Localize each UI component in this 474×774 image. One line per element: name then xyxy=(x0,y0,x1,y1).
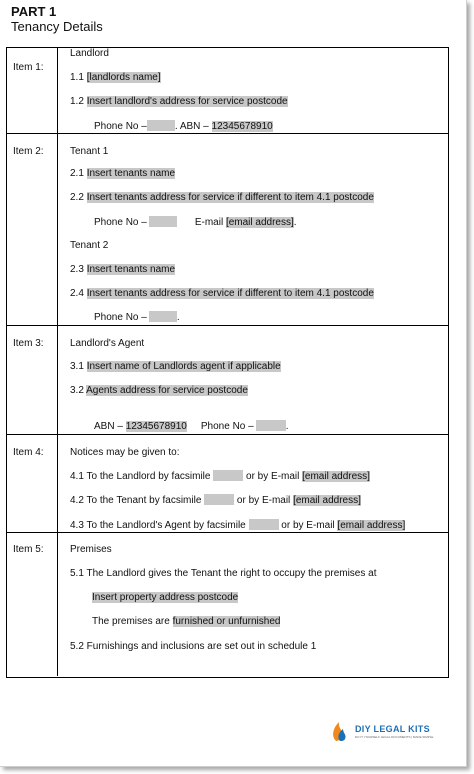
item-4-row xyxy=(7,434,448,532)
agent-fax-field[interactable] xyxy=(249,519,279,530)
item-label: Item 3: xyxy=(13,338,44,349)
column-divider xyxy=(57,47,58,676)
premises-address-line xyxy=(92,592,238,603)
agent-abn-field[interactable]: 12345678910 xyxy=(125,421,187,432)
item-1-row xyxy=(7,48,448,133)
part-title: PART 1 xyxy=(11,4,57,19)
part-subtitle: Tenancy Details xyxy=(11,19,103,34)
tenant-1-name-line: 2.1 Insert tenants name xyxy=(70,168,176,179)
tenant-2-phone-line: Phone No – . xyxy=(94,312,180,323)
landlord-address-line: 1.2 Insert landlord's address for service postcode xyxy=(70,96,288,107)
premises-furnished-line: The premises are furnished or unfurnished xyxy=(92,616,281,627)
landlord-notice-email-field[interactable]: [email address] xyxy=(302,471,370,482)
item-2-row xyxy=(7,133,448,325)
flame-icon xyxy=(333,722,345,741)
tenant-2-name-field[interactable]: Insert tenants name xyxy=(86,264,176,275)
landlord-name-field[interactable]: [landlords name] xyxy=(86,72,161,83)
landlord-address-field[interactable]: Insert landlord's address for service postcode xyxy=(86,96,288,107)
item-label: Item 1: xyxy=(13,62,44,73)
notice-agent-line: 4.3 To the Landlord's Agent by facsimile or by E-mail [email address] xyxy=(70,520,406,531)
item-label: Item 2: xyxy=(13,146,44,157)
property-address-field[interactable]: Insert property address postcode xyxy=(92,592,239,603)
logo-name: DIY LEGAL KITS xyxy=(355,724,430,734)
landlord-phone-field[interactable] xyxy=(147,120,175,131)
tenant-1-address-field[interactable]: Insert tenants address for service if different to item 4.1 postcode xyxy=(86,192,374,203)
item-label: Item 4: xyxy=(13,447,44,458)
item-label: Item 5: xyxy=(13,544,44,555)
tenant-1-email-field[interactable]: [email address] xyxy=(225,217,294,228)
notice-landlord-line: 4.1 To the Landlord by facsimile or by E-mail [email address] xyxy=(70,471,370,482)
agent-address-field[interactable]: Agents address for service postcode xyxy=(86,385,248,396)
tenant-2-phone-field[interactable] xyxy=(149,311,177,322)
tenant-1-phone-field[interactable] xyxy=(149,216,177,227)
item-5-row xyxy=(7,532,448,677)
landlord-name-line: 1.1 [landlords name] xyxy=(70,72,161,83)
notice-tenant-line: 4.2 To the Tenant by facsimile or by E-mail [email address] xyxy=(70,495,361,506)
agent-address-line: 3.2 Agents address for service postcode xyxy=(70,385,248,396)
agent-name-line: 3.1 Insert name of Landlords agent if applicable xyxy=(70,361,281,372)
notices-heading: Notices may be given to: xyxy=(70,447,180,458)
premises-clause-5-1: 5.1 The Landlord gives the Tenant the right to occupy the premises at xyxy=(70,568,377,579)
tenant-2-name-line: 2.3 Insert tenants name xyxy=(70,264,176,275)
tenant-notice-email-field[interactable]: [email address] xyxy=(293,495,361,506)
tenant-2-address-line: 2.4 Insert tenants address for service if different to item 4.1 postcode xyxy=(70,288,374,299)
tenant-2-heading: Tenant 2 xyxy=(70,240,109,251)
furnished-field[interactable]: furnished or unfurnished xyxy=(172,616,281,627)
premises-clause-5-2: 5.2 Furnishings and inclusions are set out in schedule 1 xyxy=(70,641,317,652)
tenant-fax-field[interactable] xyxy=(204,494,234,505)
agent-phone-field[interactable] xyxy=(256,420,286,431)
landlord-fax-field[interactable] xyxy=(213,470,243,481)
tenant-2-address-field[interactable]: Insert tenants address for service if different to item 4.1 postcode xyxy=(86,288,374,299)
tenant-1-contact-line: Phone No – E-mail [email address]. xyxy=(94,217,297,228)
premises-heading: Premises xyxy=(70,544,112,555)
tenancy-table xyxy=(6,47,449,678)
landlord-abn-field[interactable]: 12345678910 xyxy=(211,121,273,132)
agent-heading: Landlord's Agent xyxy=(70,338,145,349)
tenant-1-name-field[interactable]: Insert tenants name xyxy=(86,168,176,179)
logo-tagline: DO IT YOURSELF LEGAL DOCUMENTS | MADE SIMPLE xyxy=(355,735,434,739)
item-3-row xyxy=(7,325,448,434)
tenant-1-heading: Tenant 1 xyxy=(70,146,109,157)
agent-abn-phone-line: ABN – 12345678910 Phone No – . xyxy=(94,421,289,432)
landlord-heading: Landlord xyxy=(70,48,109,59)
agent-name-field[interactable]: Insert name of Landlords agent if applicable xyxy=(86,361,281,372)
landlord-phone-line: Phone No – . ABN – 12345678910 xyxy=(94,121,273,132)
agent-notice-email-field[interactable]: [email address] xyxy=(337,520,406,531)
tenant-1-address-line: 2.2 Insert tenants address for service if different to item 4.1 postcode xyxy=(70,192,374,203)
